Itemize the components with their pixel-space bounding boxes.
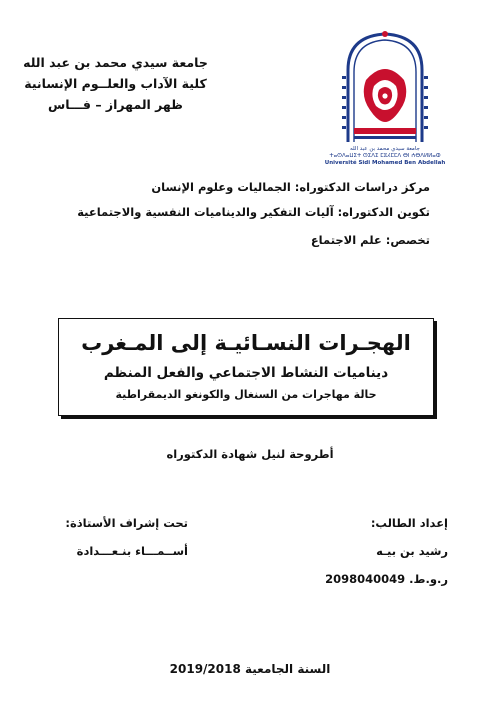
- student-label: إعداد الطالب:: [370, 516, 448, 530]
- faculty-name: كلية الآداب والعلــوم الإنسانية: [24, 76, 207, 91]
- thesis-subtitle: ديناميات النشاط الاجتماعي والفعل المنظم: [103, 365, 389, 381]
- supervisor-label: تحت إشراف الأستاذة:: [65, 516, 188, 530]
- specialty: تخصص: علم الاجتماع: [310, 233, 430, 247]
- title-box: [58, 318, 434, 416]
- thesis-title: الهجـرات النسـائيـة إلى المـغرب: [81, 331, 411, 355]
- student-id: ر.و.ط. 2098040049: [325, 572, 448, 586]
- university-name: جامعة سيدي محمد بن عبد الله: [23, 55, 208, 70]
- thesis-case: حالة مهاجرات من السنغال والكونغو الديمقراطية: [115, 388, 377, 401]
- doctoral-center: مركز دراسات الدكتوراه: الجماليات وعلوم الإنسان: [151, 180, 430, 194]
- university-logo-icon: [340, 30, 430, 148]
- thesis-note: أطروحة لنيل شهادة الدكتوراه: [166, 447, 334, 461]
- logo-caption-arabic: جامعة سيدي محمد بن عبد الله: [350, 146, 420, 152]
- doctoral-training: تكوين الدكتوراه: آليات التفكير والديناميات النفسية والاجتماعية: [77, 205, 430, 219]
- logo-caption-tifinagh: ⵜⴰⵙⴷⴰⵡⵉⵜ ⵙⵉⴷⵉ ⵎⵓⵃⵎⵎⴷ ⴱⵏ ⵄⴱⴷⵍⵍⴰⵀ: [329, 153, 441, 159]
- campus-location: ظهر المهراز – فـــاس: [48, 97, 183, 112]
- supervisor-name: أســمـــاء بنـعـــدادة: [76, 544, 188, 558]
- logo-caption: [322, 146, 448, 167]
- university-header: [13, 52, 218, 115]
- academic-year: السنة الجامعية 2019/2018: [169, 662, 331, 676]
- student-name: رشيد بن بيـه: [376, 544, 448, 558]
- logo-caption-latin: Université Sidi Mohamed Ben Abdellah: [324, 160, 446, 166]
